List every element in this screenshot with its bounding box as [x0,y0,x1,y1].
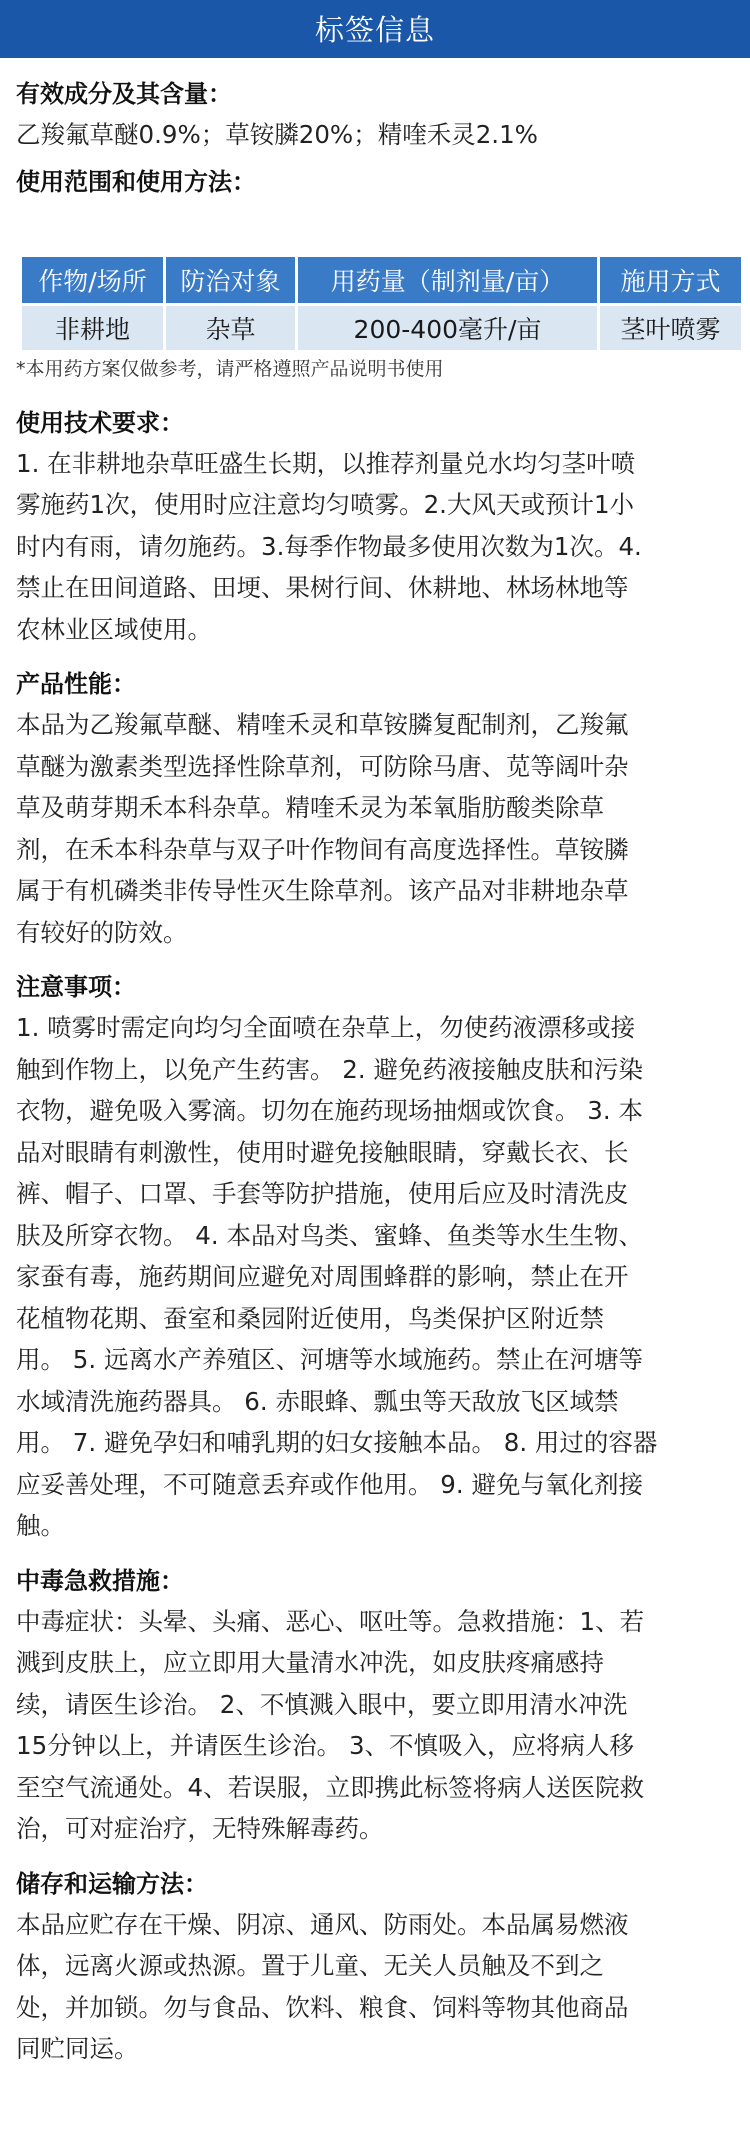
usage-note: *本用药方案仅做参考，请严格遵照产品说明书使用 [16,357,444,380]
table-header-target: 防治对象 [166,257,295,303]
text-line: 应妥善处理，不可随意丢弃或作他用。 9. 避免与氧化剂接 [16,1469,643,1499]
performance-section [16,664,737,953]
text-line: 衣物，避免吸入雾滴。切勿在施药现场抽烟或饮食。 3. 本 [16,1096,643,1125]
text-line: 水域清洗施药器具。 6. 赤眼蜂、瓢虫等天敌放飞区域禁 [16,1386,619,1416]
text-line: 续，请医生诊治。 2、不慎溅入眼中，要立即用清水冲洗 [16,1689,628,1719]
page-title: 标签信息 [314,13,435,47]
technical-title: 使用技术要求： [16,408,184,437]
label-content [0,74,750,2070]
text-line: 肤及所穿衣物。 4. 本品对鸟类、蜜蜂、鱼类等水生生物、 [16,1220,643,1250]
table-header-crop: 作物/场所 [22,257,163,303]
table-cell-method: 茎叶喷雾 [600,306,741,350]
text-line: 品对眼睛有刺激性，使用时避免接触眼睛，穿戴长衣、长 [16,1137,629,1167]
cautions-text [16,1007,737,1547]
usage-table-header-row [22,257,741,303]
table-header-dosage: 用药量（制剂量/亩） [298,257,597,303]
text-line: 体，远离火源或热源。置于儿童、无关人员触及不到之 [16,1951,604,1980]
storage-title: 储存和运输方法： [16,1869,208,1898]
text-line: 本品为乙羧氟草醚、精喹禾灵和草铵膦复配制剂，乙羧氟 [16,710,629,739]
text-line: 本品应贮存在干燥、阴凉、通风、防雨处。本品属易燃液 [16,1909,629,1939]
storage-text [16,1904,737,2070]
text-line: 雾施药1次，使用时应注意均匀喷雾。2.大风天或预计1小 [16,490,635,519]
text-line: 触。 [16,1511,65,1540]
text-line: 花植物花期、蚕室和桑园附近使用，鸟类保护区附近禁 [16,1303,604,1333]
text-line: 15分钟以上，并请医生诊治。 3、不慎吸入，应将病人移 [16,1731,635,1760]
text-line: 同贮同运。 [16,2034,139,2063]
ingredients-text: 乙羧氟草醚0.9%；草铵膦20%；精喹禾灵2.1% [16,120,538,149]
firstaid-text [16,1601,737,1850]
text-line: 治，可对症治疗，无特殊解毒药。 [16,1814,384,1843]
firstaid-section [16,1561,737,1850]
table-header-method: 施用方式 [600,257,741,303]
ingredients-section [16,74,737,156]
cautions-section [16,967,737,1547]
usage-section [16,162,737,383]
text-line: 用。 7. 避免孕妇和哺乳期的妇女接触本品。 8. 用过的容器 [16,1428,658,1457]
text-line: 1. 在非耕地杂草旺盛生长期，以推荐剂量兑水均匀茎叶喷 [16,448,636,478]
usage-spacer [16,202,737,254]
text-line: 溅到皮肤上，应立即用大量清水冲洗，如皮肤疼痛感持 [16,1648,604,1677]
performance-title: 产品性能： [16,670,136,698]
text-line: 时内有雨，请勿施药。3.每季作物最多使用次数为1次。4. [16,531,642,561]
page-header [0,0,750,58]
table-cell-target: 杂草 [166,306,295,350]
text-line: 处，并加锁。勿与食品、饮料、粮食、饲料等物其他商品 [16,1992,629,2022]
ingredients-title: 有效成分及其含量： [16,80,232,108]
text-line: 家蚕有毒，施药期间应避免对周围蜂群的影响，禁止在开 [16,1262,629,1291]
table-row [22,306,741,350]
storage-section [16,1864,737,2070]
usage-title: 使用范围和使用方法： [16,167,256,196]
cautions-title: 注意事项： [16,973,136,1001]
text-line: 草及萌芽期禾本科杂草。精喹禾灵为苯氧脂肪酸类除草 [16,793,604,822]
table-cell-dosage: 200-400毫升/亩 [298,306,597,350]
table-cell-crop: 非耕地 [22,306,163,350]
text-line: 剂，在禾本科杂草与双子叶作物间有高度选择性。草铵膦 [16,834,629,864]
text-line: 属于有机磷类非传导性灭生除草剂。该产品对非耕地杂草 [16,876,629,905]
technical-text [16,443,737,651]
text-line: 至空气流通处。4、若误服，立即携此标签将病人送医院救 [16,1772,645,1802]
text-line: 1. 喷雾时需定向均匀全面喷在杂草上，勿使药液漂移或接 [16,1013,636,1042]
text-line: 禁止在田间道路、田埂、果树行间、休耕地、林场林地等 [16,573,629,602]
text-line: 用。 5. 远离水产养殖区、河塘等水域施药。禁止在河塘等 [16,1345,643,1374]
text-line: 裤、帽子、口罩、手套等防护措施，使用后应及时清洗皮 [16,1179,629,1208]
usage-table [19,254,744,353]
text-line: 中毒症状：头晕、头痛、恶心、呕吐等。急救措施：1、若 [16,1606,645,1636]
text-line: 草醚为激素类型选择性除草剂，可防除马唐、苋等阔叶杂 [16,751,629,781]
text-line: 触到作物上，以免产生药害。 2. 避免药液接触皮肤和污染 [16,1054,643,1084]
technical-section [16,403,737,651]
performance-text [16,704,737,953]
text-line: 有较好的防效。 [16,917,188,947]
firstaid-title: 中毒急救措施： [16,1566,184,1595]
text-line: 农林业区域使用。 [16,614,212,644]
